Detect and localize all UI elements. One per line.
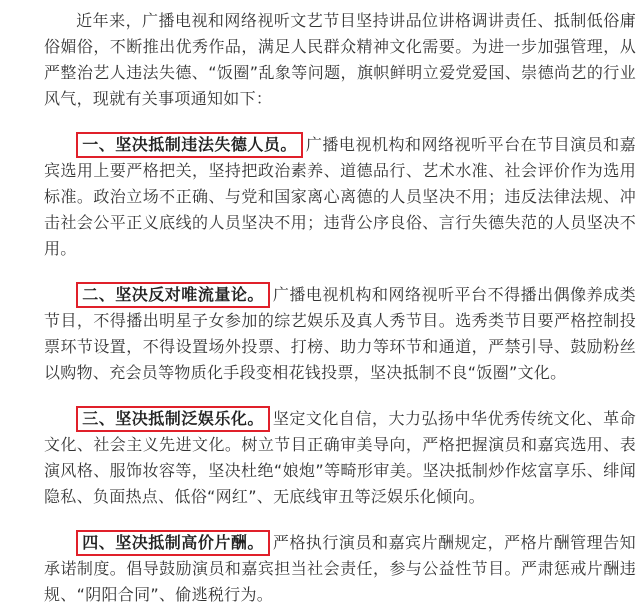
section-4	[44, 530, 636, 608]
notice-document	[44, 8, 636, 608]
intro-text: 近年来，广播电视和网络视听文艺节目坚持讲品位讲格调讲责任、抵制低俗庸俗媚俗，不断推出优秀作品，满足人民群众精神文化需要。为进一步加强管理，从严整治艺人违法失德、“饭圈”乱象等问题，旗帜鲜明立爱党爱国、崇德尚艺的行业风气，现就有关事项通知如下：	[44, 11, 636, 108]
section-4-body: 严格执行演员和嘉宾片酬规定，严格片酬管理告知承诺制度。倡导鼓励演员和嘉宾担当社会责任，参与公益性节目。严肃惩戒片酬违规、“阴阳合同”、偷逃税行为。	[44, 533, 636, 604]
section-1-body: 广播电视机构和网络视听平台在节目演员和嘉宾选用上要严格把关，坚持把政治素养、道德品行、艺术水准、社会评价作为选用标准。政治立场不正确、与党和国家离心离德的人员坚决不用；违反法律法规、冲击社会公平正义底线的人员坚决不用；违背公序良俗、言行失德失范的人员坚决不用。	[44, 135, 636, 258]
section-2	[44, 282, 636, 386]
intro-paragraph	[44, 8, 636, 112]
section-3-heading: 三、坚决抵制泛娱乐化。	[76, 406, 270, 432]
section-2-body: 广播电视机构和网络视听平台不得播出偶像养成类节目，不得播出明星子女参加的综艺娱乐及真人秀节目。选秀类节目要严格控制投票环节设置，不得设置场外投票、打榜、助力等环节和通道，严禁引导、鼓励粉丝以购物、充会员等物质化手段变相花钱投票，坚决抵制不良“饭圈”文化。	[44, 285, 636, 382]
section-3-body: 坚定文化自信，大力弘扬中华优秀传统文化、革命文化、社会主义先进文化。树立节目正确审美导向，严格把握演员和嘉宾选用、表演风格、服饰妆容等，坚决杜绝“娘炮”等畸形审美。坚决抵制炒作炫富享乐、绯闻隐私、负面热点、低俗“网红”、无底线审丑等泛娱乐化倾向。	[44, 409, 636, 506]
section-1-heading: 一、坚决抵制违法失德人员。	[76, 132, 303, 158]
section-2-heading: 二、坚决反对唯流量论。	[76, 282, 270, 308]
section-3	[44, 406, 636, 510]
section-1	[44, 132, 636, 262]
section-4-heading: 四、坚决抵制高价片酬。	[76, 530, 270, 556]
